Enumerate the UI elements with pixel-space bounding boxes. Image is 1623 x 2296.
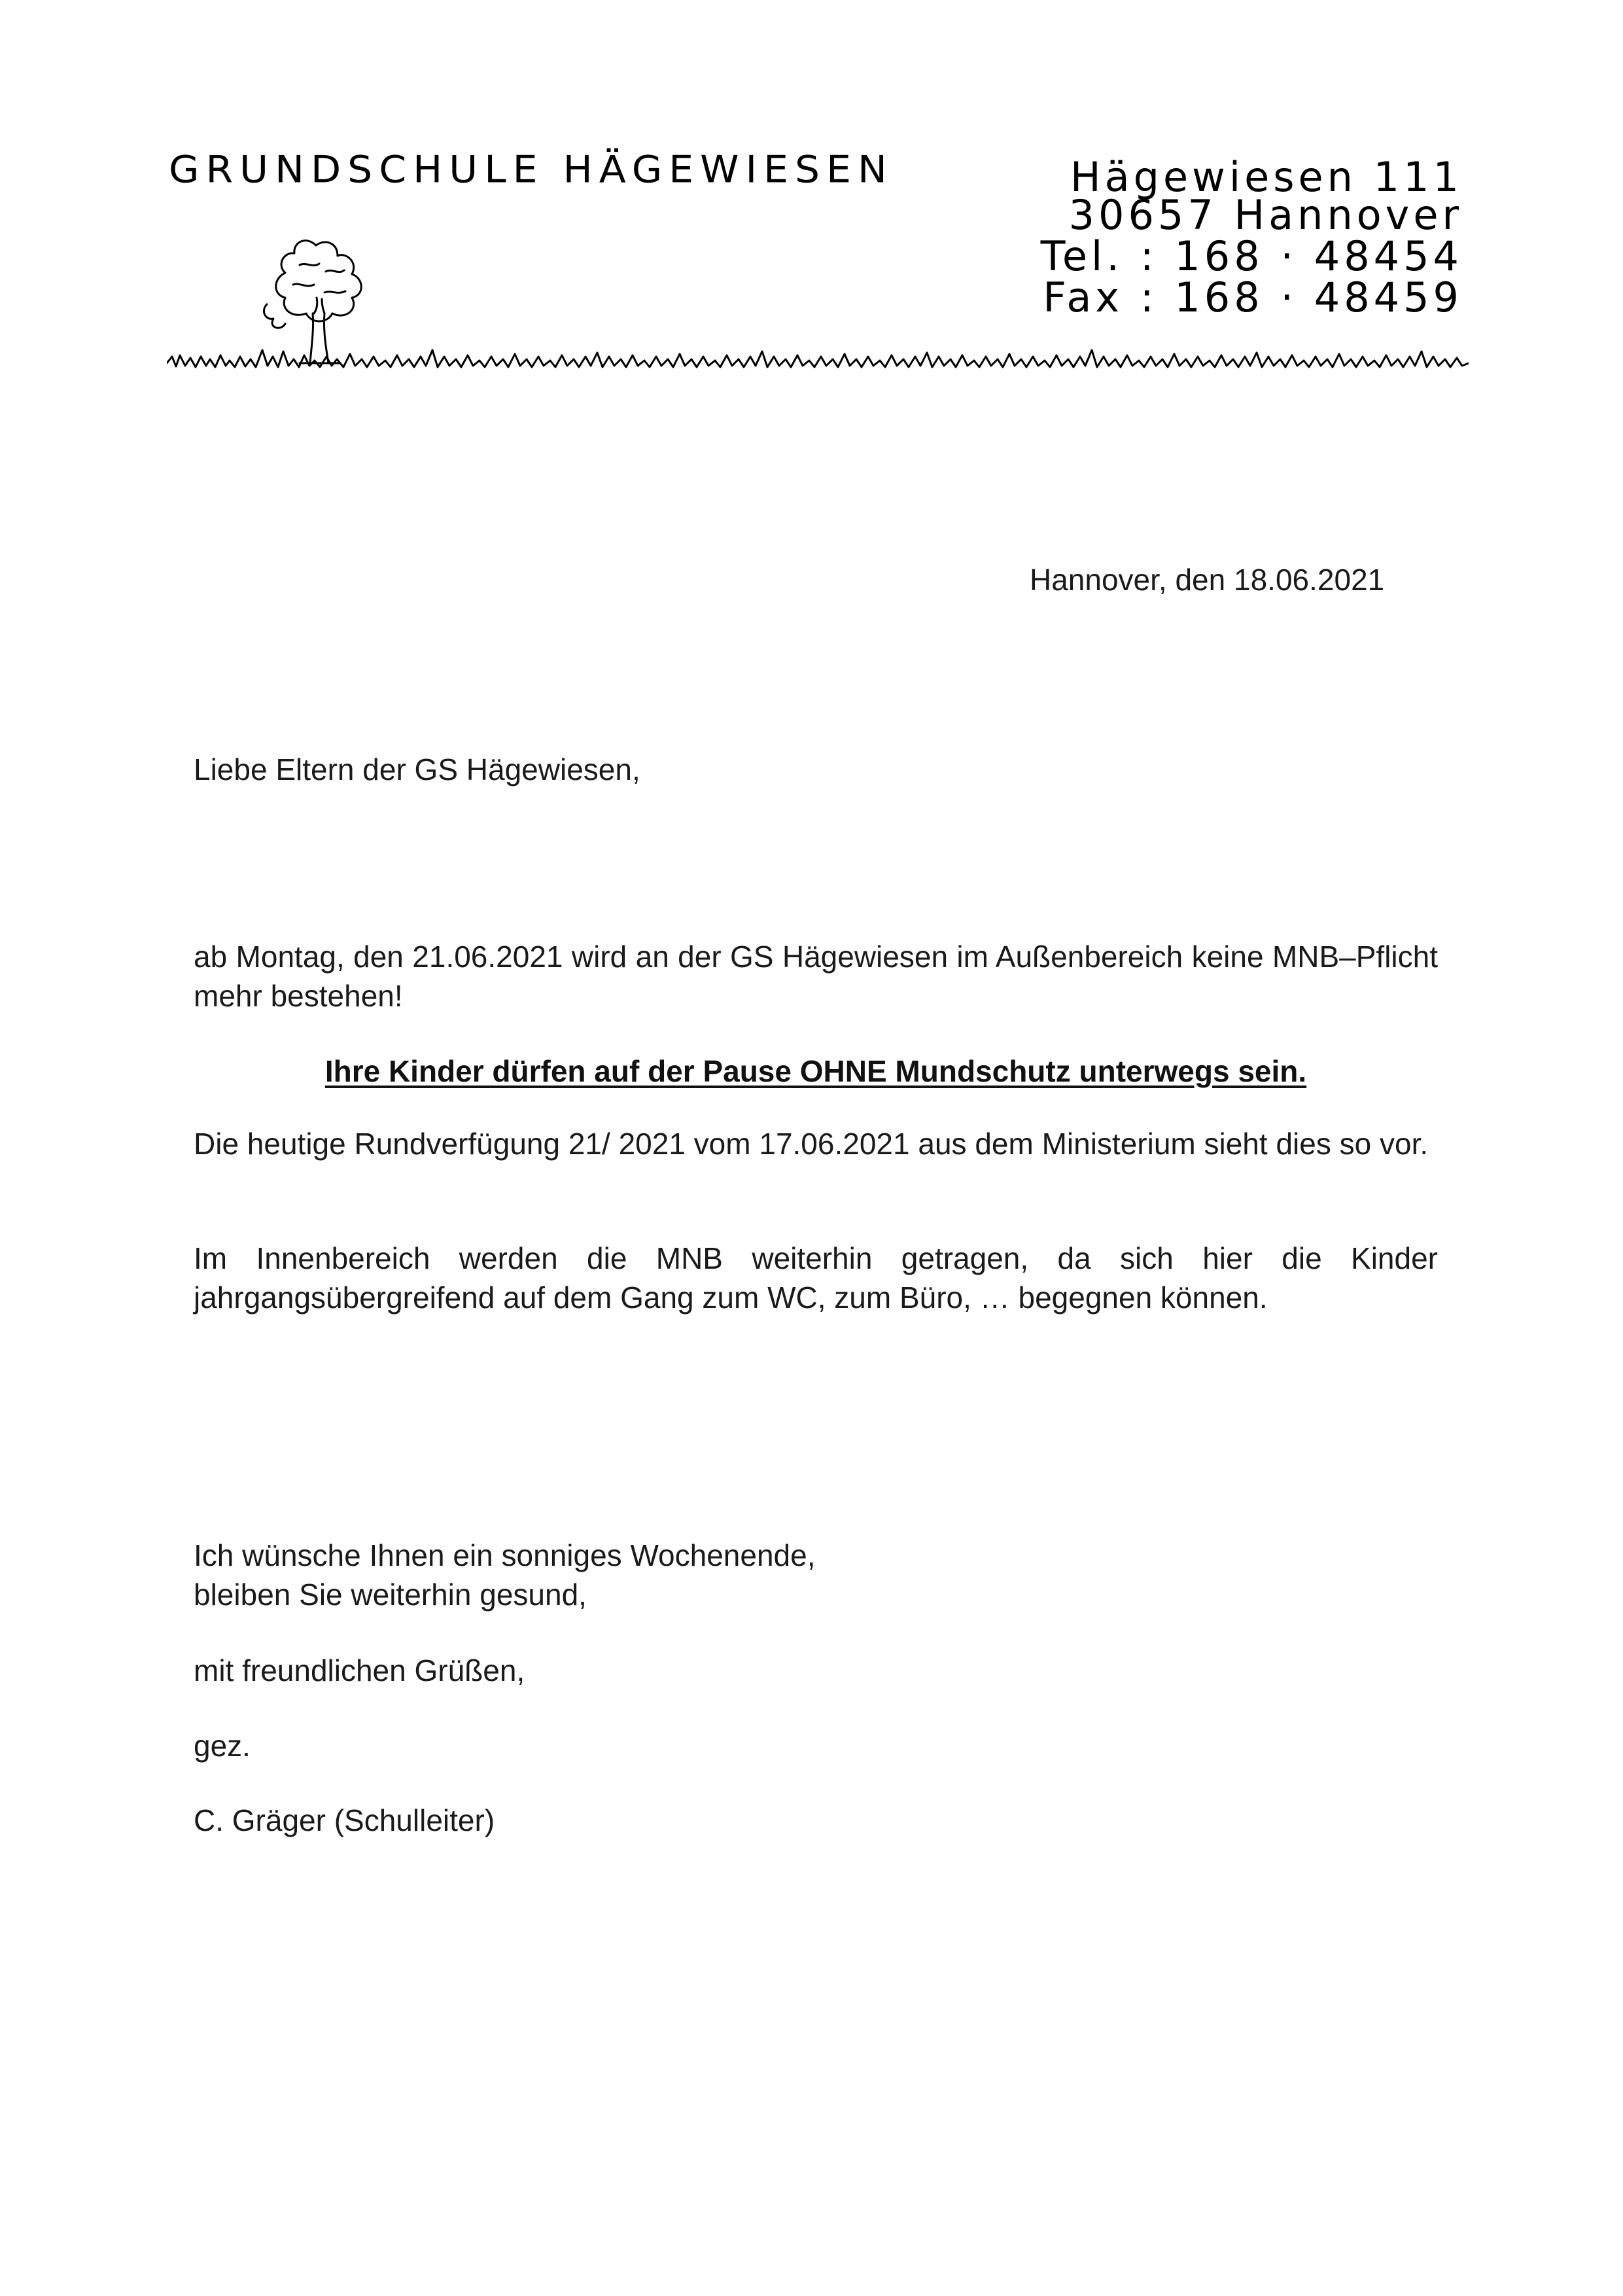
address-city: 30657 Hannover [1068, 191, 1463, 239]
closing-signed-marker: gez. [194, 1729, 251, 1763]
closing-health: bleiben Sie weiterhin gesund, [194, 1578, 587, 1612]
paragraph-mask-rule-indoor: Im Innenbereich werden die MNB weiterhin getragen, da sich hier die Kinder jahrgangsübergreifend auf dem Gang zum WC, zum Büro, … begegnen können. [194, 1241, 1438, 1315]
address-street: Hägewiesen 111 [1070, 153, 1463, 201]
closing-wish: Ich wünsche Ihnen ein sonniges Wochenende, [194, 1538, 816, 1572]
emphasis-statement: Ihre Kinder dürfen auf der Pause OHNE Mundschutz unterwegs sein. [324, 1054, 1307, 1088]
fax-number: Fax : 168 · 48459 [1043, 274, 1463, 321]
salutation: Liebe Eltern der GS Hägewiesen, [194, 752, 640, 786]
grass-line-decoration [167, 337, 1469, 389]
phone-number: Tel. : 168 · 48454 [1040, 232, 1463, 280]
paragraph-ministry-decree: Die heutige Rundverfügung 21/ 2021 vom 17.06.2021 aus dem Ministerium sieht dies so vor. [194, 1127, 1429, 1161]
paragraph-mask-rule-outdoor: ab Montag, den 21.06.2021 wird an der GS Hägewiesen im Außenbereich keine MNB–Pflicht mehr bestehen! [194, 940, 1438, 1013]
closing-regards: mit freundlichen Grüßen, [194, 1653, 525, 1687]
date-line: Hannover, den 18.06.2021 [1030, 563, 1385, 597]
signature-name: C. Gräger (Schulleiter) [194, 1803, 495, 1837]
school-name-logo-text: GRUNDSCHULE HÄGEWIESEN [169, 148, 894, 192]
